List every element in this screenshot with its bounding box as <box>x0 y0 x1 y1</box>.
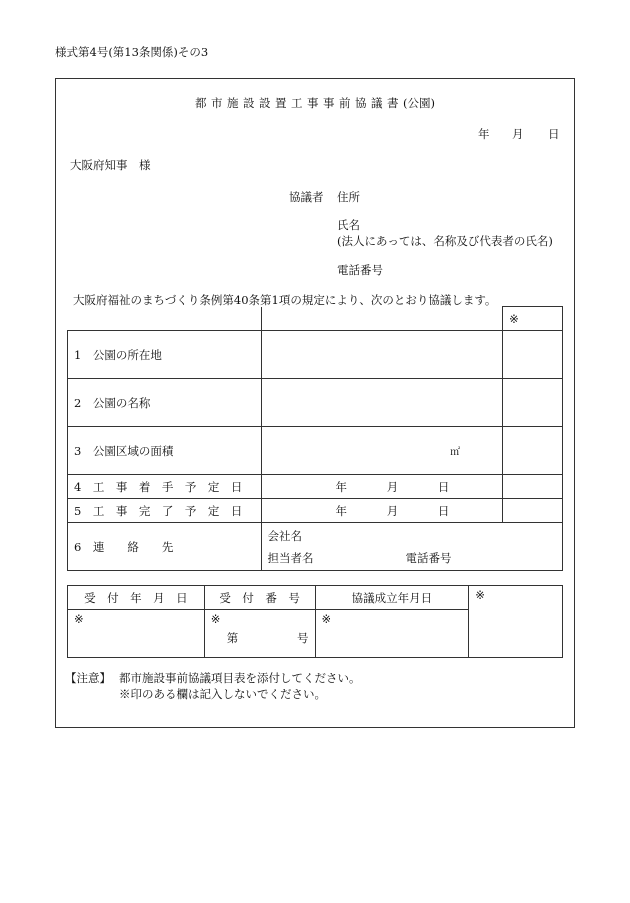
row-end-date-label: 5 工 事 完 了 予 定 日 <box>68 499 262 523</box>
receipt-number-suffix: 号 <box>297 631 309 645</box>
notes-line1: 都市施設事前協議項目表を添付してください。 <box>119 671 361 685</box>
receipt-date-header: 受 付 年 月 日 <box>68 586 205 610</box>
start-month: 月 <box>386 479 399 494</box>
notes-line2: ※印のある欄は記入しないでください。 <box>119 687 326 701</box>
receipt-table <box>67 585 563 658</box>
row-end-date-office <box>503 499 563 523</box>
receipt-number-mark: ※ <box>210 612 221 626</box>
row-name-value[interactable] <box>261 379 503 427</box>
row-contact-label: 6 連 絡 先 <box>68 523 262 571</box>
row-location-office <box>503 331 563 379</box>
row-name-label: 2 公園の名称 <box>68 379 262 427</box>
start-day: 日 <box>437 479 450 494</box>
end-month: 月 <box>386 503 399 518</box>
applicant-address: 住所 <box>337 190 360 204</box>
end-day: 日 <box>437 503 450 518</box>
end-year: 年 <box>335 503 348 518</box>
receipt-number-cell <box>204 610 315 658</box>
row-location-label: 1 公園の所在地 <box>68 331 262 379</box>
contact-person: 担当者名 <box>267 550 314 565</box>
addressee: 大阪府知事 様 <box>70 158 151 172</box>
start-year: 年 <box>335 479 348 494</box>
agreement-date-header: 協議成立年月日 <box>315 586 469 610</box>
applicant-name: 氏名 <box>337 218 360 232</box>
consultation-table <box>67 306 563 571</box>
row-start-date-office <box>503 475 563 499</box>
title-main: 都市施設設置工事事前協議書 <box>195 96 403 110</box>
form-title <box>0 95 630 111</box>
date-month-label: 月 <box>512 127 524 141</box>
form-number: 様式第4号(第13条関係)その3 <box>55 45 209 59</box>
row-location-value[interactable] <box>261 331 503 379</box>
notes-label: 【注意】 <box>65 671 111 685</box>
contact-phone: 電話番号 <box>405 550 452 565</box>
date-day-label: 日 <box>548 127 560 141</box>
applicant-phone: 電話番号 <box>337 263 383 277</box>
row-contact-value[interactable] <box>261 523 562 571</box>
agreement-date-cell: ※ <box>315 610 469 658</box>
row-name-office <box>503 379 563 427</box>
applicant-name-note: (法人にあっては、名称及び代表者の氏名) <box>337 234 553 248</box>
statement: 大阪府福祉のまちづくり条例第40条第1項の規定により、次のとおり協議します。 <box>73 293 497 307</box>
row-start-date-value[interactable] <box>261 475 503 499</box>
receipt-number-header: 受 付 番 号 <box>204 586 315 610</box>
receipt-number-prefix: 第 <box>226 631 239 645</box>
title-suffix: (公園) <box>403 96 435 110</box>
row-area-value[interactable] <box>261 427 503 475</box>
receipt-date-cell: ※ <box>68 610 205 658</box>
area-unit: ㎡ <box>450 447 461 458</box>
row-end-date-value[interactable] <box>261 499 503 523</box>
row-area-office <box>503 427 563 475</box>
row-area-label: 3 公園区域の面積 <box>68 427 262 475</box>
office-mark-cell: ※ <box>503 307 563 331</box>
contact-company: 会社名 <box>267 528 303 543</box>
applicant-label: 協議者 <box>289 190 324 204</box>
date-year-label: 年 <box>478 127 490 141</box>
row-start-date-label: 4 工 事 着 手 予 定 日 <box>68 475 262 499</box>
receipt-office-cell: ※ <box>469 586 563 658</box>
